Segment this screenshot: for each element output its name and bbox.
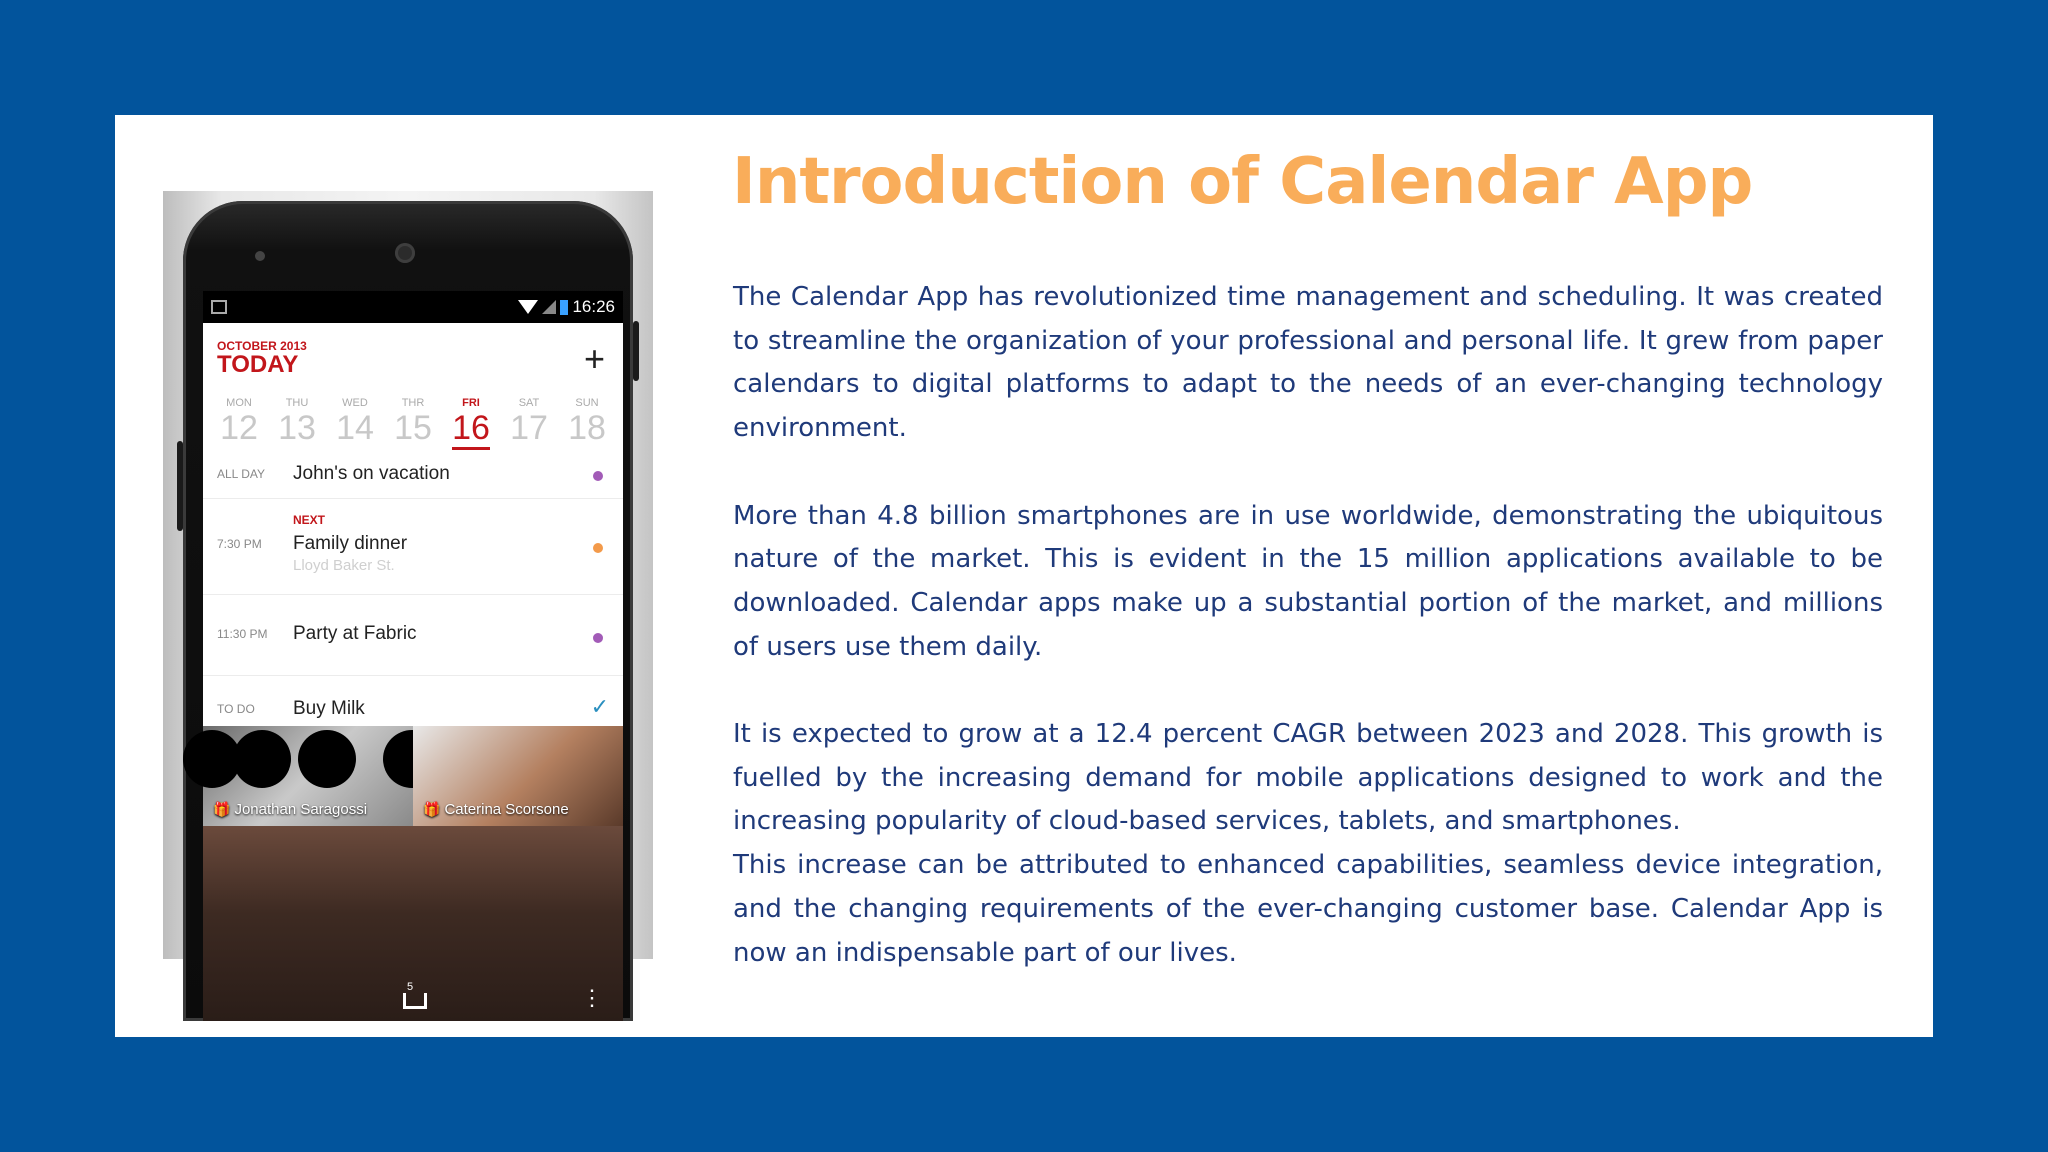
day-cell[interactable]: MON 12 (220, 397, 258, 447)
calendar-header (203, 323, 623, 393)
contact-card[interactable]: 🎁 Caterina Scorsone (413, 726, 623, 826)
phone-side-button (633, 321, 639, 381)
day-cell[interactable]: THU 13 (278, 397, 316, 447)
phone-side-button (177, 441, 183, 531)
signal-icon (542, 300, 556, 314)
gift-icon: 🎁 (423, 801, 441, 817)
status-bar (203, 291, 623, 323)
phone-image (163, 191, 653, 1010)
gallery-icon (211, 300, 227, 314)
paragraph: The Calendar App has revolutionized time management and scheduling. It was created to streamline the organization of your professional and personal life. It grew from paper calendars to digital platforms to adapt to the needs of an ever-changing technology environment. (733, 282, 1883, 444)
event-row[interactable]: TO DO Buy Milk ✓ (203, 676, 623, 743)
wifi-icon (518, 300, 538, 314)
today-label[interactable]: TODAY (217, 351, 299, 378)
event-row[interactable]: 11:30 PM Party at Fabric (203, 595, 623, 676)
paragraph: This increase can be attributed to enhanced capabilities, seamless device integration, and the changing requirements of the ever-changing customer base. Calendar App is now an indispensable part of our lives. (733, 850, 1883, 968)
slide-title: Introduction of Calendar App (732, 145, 1753, 219)
speaker-icon (255, 251, 265, 261)
contact-card[interactable]: 🎁 Jonathan Saragossi (203, 726, 413, 826)
gift-icon: 🎁 (213, 801, 231, 817)
phone-frame (183, 201, 633, 1021)
paragraph: More than 4.8 billion smartphones are in use worldwide, demonstrating the ubiquitous nature of the market. This is evident in the 15 million applications available to be downloaded. Calendar apps make up a substantial portion of the market, and millions of users use them daily. (733, 500, 1883, 662)
event-dot (593, 633, 603, 643)
week-strip (203, 393, 623, 453)
background-photo (203, 826, 623, 1021)
day-cell[interactable]: WED 14 (336, 397, 374, 447)
event-dot (593, 471, 603, 481)
paragraph: It is expected to grow at a 12.4 percent CAGR between 2023 and 2028. This growth is fuelled by the increasing demand for mobile applications designed to work and the increasing popularity of cloud-based services, tablets, and smartphones. (733, 719, 1883, 837)
battery-icon (560, 300, 568, 315)
contacts-strip (203, 726, 623, 826)
inbox-icon[interactable] (403, 993, 427, 1009)
day-cell-selected[interactable]: FRI 16 (443, 393, 499, 453)
day-cell[interactable]: SAT 17 (510, 397, 548, 447)
overflow-menu-icon[interactable]: ⋮ (581, 985, 603, 1010)
slide-body (733, 276, 1883, 975)
event-dot (593, 543, 603, 553)
plus-icon[interactable]: + (583, 338, 605, 379)
phone-screen (203, 291, 623, 1021)
event-row[interactable]: ALL DAY John's on vacation (203, 453, 623, 499)
camera-icon (395, 243, 415, 263)
status-time: 16:26 (572, 297, 615, 316)
check-icon[interactable]: ✓ (590, 694, 609, 719)
inbox-count: 5 (407, 981, 414, 993)
slide (115, 115, 1933, 1037)
day-cell[interactable]: THR 15 (394, 397, 432, 447)
event-row[interactable]: NEXT 7:30 PM Family dinner Lloyd Baker St. (203, 499, 623, 595)
day-cell[interactable]: SUN 18 (568, 397, 606, 447)
month-label: OCTOBER 2013 (217, 339, 307, 353)
